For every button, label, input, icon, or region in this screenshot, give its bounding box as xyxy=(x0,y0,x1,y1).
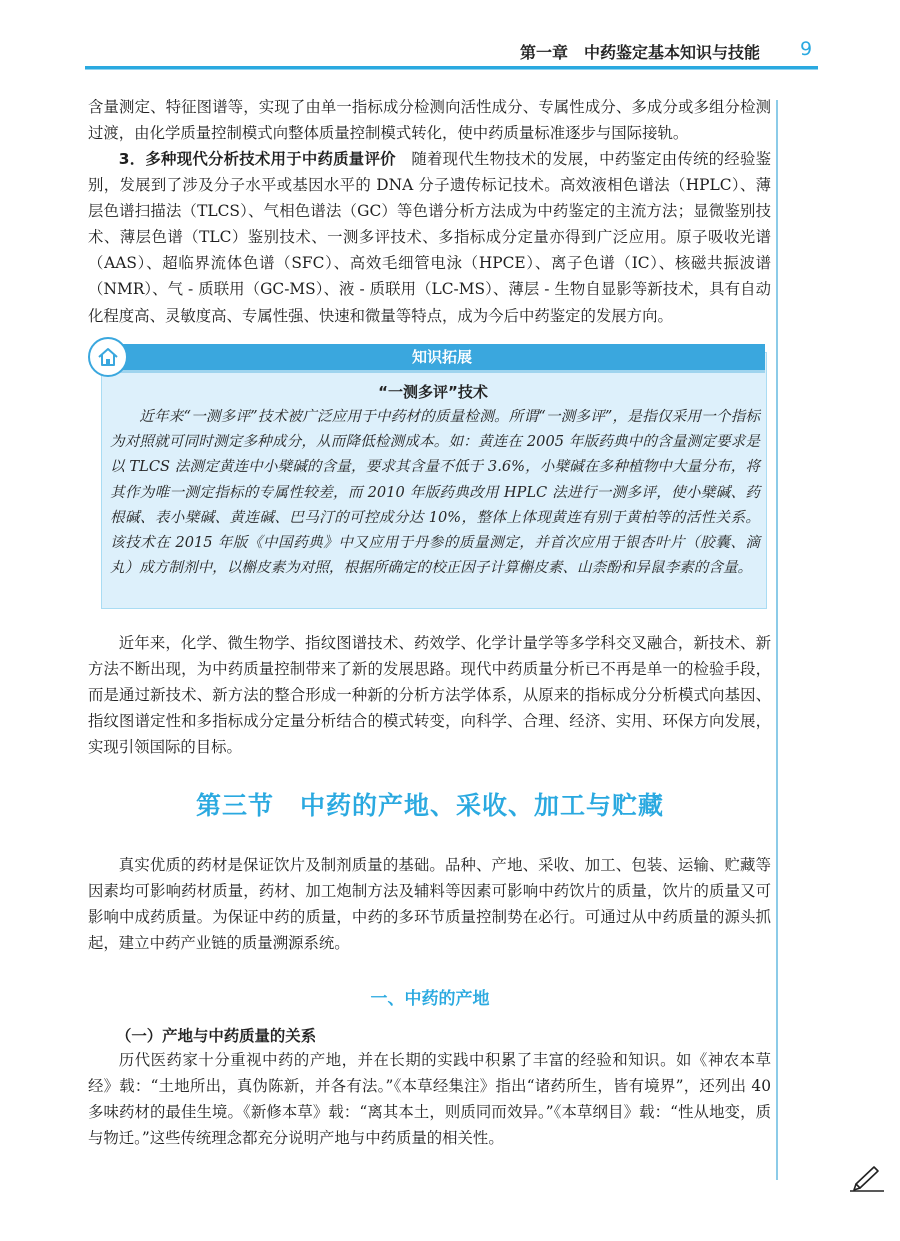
knowledge-body: 近年来“一测多评”技术被广泛应用于中药材的质量检测。所谓“一测多评”，是指仅采用一个指标为对照就可同时测定多种成分，从而降低检测成本。如：黄连在 2005 年版药典中的含量测定要求是以 TLCS 法测定黄连中小檗碱的含量，要求其含量不低于 3.6%，小檗碱在多种植物中大量分布，将其作为唯一测定指标的专属性较差，而 2010 年版药典改用 HPLC 法进行一测多评，使小檗碱、药根碱、表小檗碱、黄连碱、巴马汀的可控成分达 10%，整体上体现黄连有别于黄柏等的活性关系。该技术在 2015 年版《中国药典》中又应用于丹参的质量测定，并首次应用于银杏叶片（胶囊、滴丸）成方制剂中，以槲皮素为对照，根据所确定的校正因子计算槲皮素、山柰酚和异鼠李素的含量。 xyxy=(110,408,760,577)
margin-rule xyxy=(776,100,778,1180)
intro-paragraph: 含量测定、特征图谱等，实现了由单一指标成分检测向活性成分、专属性成分、多成分或多组分检测过渡，由化学质量控制模式向整体质量控制模式转化，使中药质量标准逐步与国际接轨。 xyxy=(88,98,771,143)
home-icon xyxy=(88,337,128,377)
chapter-title: 第一章 中药鉴定基本知识与技能 xyxy=(520,43,761,62)
knowledge-banner-shadow xyxy=(119,370,765,373)
subsection-title: 一、中药的产地 xyxy=(370,989,490,1009)
subsubsection-body: 历代医药家十分重视中药的产地，并在长期的实践中积累了丰富的经验和知识。如《神农本草经》载：“土地所出，真伪陈新，并各有法。”《本草经集注》指出“诸药所生，皆有境界”，还列出 40 多味药材的最佳生境。《新修本草》载：“离其本土，则质同而效异。”《本草纲目》载：“性从地变，质与物迁。”这些传统理念都充分说明产地与中药质量的相关性。 xyxy=(88,1051,771,1148)
section-title: 第三节 中药的产地、采收、加工与贮藏 xyxy=(195,791,664,820)
page-number: 9 xyxy=(800,38,813,60)
header-rule-thin xyxy=(85,69,818,70)
item3-paragraph xyxy=(88,146,771,329)
item3-body: 随着现代生物技术的发展，中药鉴定由传统的经验鉴别，发展到了涉及分子水平或基因水平的 DNA 分子遗传标记技术。高效液相色谱法（HPLC）、薄层色谱扫描法（TLCS）、气相色谱法（GC）等色谱分析方法成为中药鉴定的主流方法；显微鉴别技术、薄层色谱（TLC）鉴别技术、一测多评技术、多指标成分定量亦得到广泛应用。原子吸收光谱（AAS）、超临界流体色谱（SFC）、高效毛细管电泳（HPCE）、离子色谱（IC）、核磁共振波谱（NMR）、气 - 质联用（GC-MS）、液 - 质联用（LC-MS）、薄层 - 生物自显影等新技术，具有自动化程度高、灵敏度高、专属性强、快速和微量等特点，成为今后中药鉴定的发展方向。 xyxy=(88,150,771,325)
subsubsection-title: （一）产地与中药质量的关系 xyxy=(116,1027,317,1045)
item3-heading: 3．多种现代分析技术用于中药质量评价 xyxy=(118,150,396,168)
home-icon-glyph xyxy=(90,339,126,375)
knowledge-banner-title: 知识拓展 xyxy=(411,348,472,366)
pen-note-icon xyxy=(846,1162,886,1192)
paragraph-after-box: 近年来，化学、微生物学、指纹图谱技术、药效学、化学计量学等多学科交叉融合，新技术、新方法不断出现，为中药质量控制带来了新的发展思路。现代中药质量分析已不再是单一的检验手段，而是通过新技术、新方法的整合形成一种新的分析方法学体系，从原来的指标成分分析模式向基因、指纹图谱定性和多指标成分定量分析结合的模式转变，向科学、合理、经济、实用、环保方向发展，实现引领国际的目标。 xyxy=(88,634,771,757)
knowledge-heading: “一测多评”技术 xyxy=(378,383,488,401)
section-intro: 真实优质的药材是保证饮片及制剂质量的基础。品种、产地、采收、加工、包装、运输、贮藏等因素均可影响药材质量，药材、加工炮制方法及辅料等因素可影响中药饮片的质量，饮片的质量又可影响中成药质量。为保证中药的质量，中药的多环节质量控制势在必行。可通过从中药质量的源头抓起，建立中药产业链的质量溯源系统。 xyxy=(88,856,771,953)
